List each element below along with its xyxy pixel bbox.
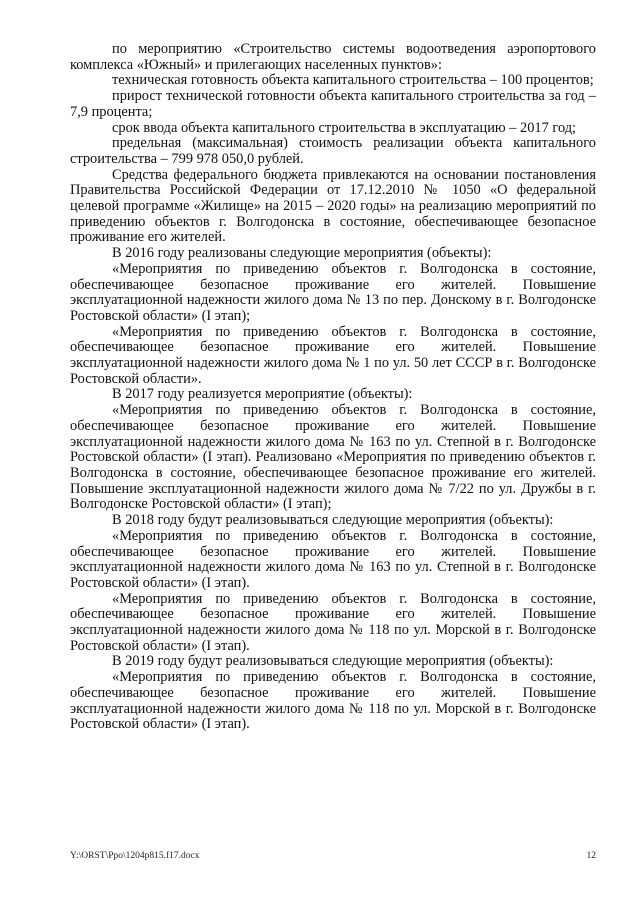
paragraph-4: срок ввода объекта капитального строительства в эксплуатацию – 2017 год;: [112, 119, 577, 136]
document-body: [70, 42, 596, 733]
paragraph-5: предельная (максимальная) стоимость реализации объекта капитального строительства – 799 978 050,0 рублей.: [70, 135, 596, 167]
paragraph-1: по мероприятию «Строительство системы водоотведения аэропортового комплекса «Южный» и прилегающих населенных пунктов»:: [70, 41, 596, 73]
paragraph-15: В 2019 году будут реализовываться следующие мероприятия (объекты):: [112, 653, 554, 670]
paragraph-11: «Мероприятия по приведению объектов г. Волгодонска в состояние, обеспечивающее безопасное проживание его жителей. Повышение эксплуатационной надежности жилого дома № 163 по ул. Степной в г. Волгодонске Ростовской области» (I этап). Реализовано «Мероприятия по приведению объектов г. Волгодонска в состояние, обеспечивающее безопасное проживание его жителей. Повышение эксплуатационной надежности жилого дома № 7/22 по ул. Дружбы в г. Волгодонске Ростовской области» (I этап);: [70, 402, 596, 513]
paragraph-7: В 2016 году реализованы следующие мероприятия (объекты):: [112, 245, 492, 262]
paragraph-10: В 2017 году реализуется мероприятие (объекты):: [112, 386, 413, 403]
paragraph-12: В 2018 году будут реализовываться следующие мероприятия (объекты):: [112, 512, 554, 529]
paragraph-6: Средства федерального бюджета привлекаются на основании постановления Правительства Российской Федерации от 17.12.2010 № 1050 «О федеральной целевой программе «Жилище» на 2015 – 2020 годы» на реализацию мероприятий по приведению объектов г. Волгодонска в состояние, обеспечивающее безопасное проживание его жителей.: [70, 166, 596, 246]
paragraph-16: «Мероприятия по приведению объектов г. Волгодонска в состояние, обеспечивающее безопасное проживание его жителей. Повышение эксплуатационной надежности жилого дома № 118 по ул. Морской в г. Волгодонске Ростовской области» (I этап).: [70, 669, 596, 733]
page-footer: [70, 851, 596, 865]
paragraph-2: техническая готовность объекта капитального строительства – 100 процентов;: [112, 72, 594, 89]
paragraph-14: «Мероприятия по приведению объектов г. Волгодонска в состояние, обеспечивающее безопасное проживание его жителей. Повышение эксплуатационной надежности жилого дома № 118 по ул. Морской в г. Волгодонске Ростовской области» (I этап).: [70, 590, 596, 654]
page-number: 12: [586, 851, 596, 861]
footer-file-path: Y:\ORST\Ppo\1204p815.f17.docx: [70, 851, 200, 861]
paragraph-13: «Мероприятия по приведению объектов г. Волгодонска в состояние, обеспечивающее безопасное проживание его жителей. Повышение эксплуатационной надежности жилого дома № 163 по ул. Степной в г. Волгодонске Ростовской области» (I этап).: [70, 527, 596, 591]
paragraph-8: «Мероприятия по приведению объектов г. Волгодонска в состояние, обеспечивающее безопасное проживание его жителей. Повышение эксплуатационной надежности жилого дома № 13 по пер. Донскому в г. Волгодонске Ростовской области» (I этап);: [70, 260, 596, 324]
paragraph-9: «Мероприятия по приведению объектов г. Волгодонска в состояние, обеспечивающее безопасное проживание его жителей. Повышение эксплуатационной надежности жилого дома № 1 по ул. 50 лет СССР в г. Волгодонске Ростовской области».: [70, 323, 596, 387]
paragraph-3: прирост технической готовности объекта капитального строительства за год – 7,9 процента;: [70, 88, 596, 120]
